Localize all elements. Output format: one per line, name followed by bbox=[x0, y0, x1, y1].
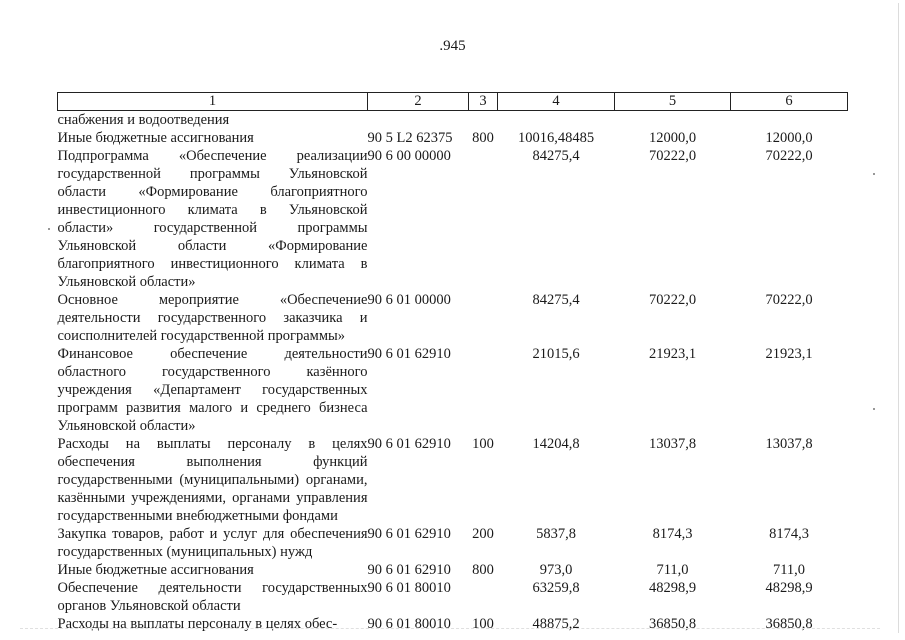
row-value-6: 13037,8 bbox=[765, 436, 813, 452]
row-value-5: 70222,0 bbox=[648, 148, 697, 164]
header-col-4: 4 bbox=[498, 93, 615, 111]
page-number: .945 bbox=[439, 38, 466, 54]
row-name: Иные бюджетные ассигнования bbox=[57, 130, 254, 146]
row-vr: 200 bbox=[472, 526, 494, 542]
row-value-5: 36850,8 bbox=[648, 616, 697, 632]
row-code bbox=[368, 111, 469, 130]
scan-speck bbox=[873, 173, 875, 175]
row-value-4: 14204,8 bbox=[532, 436, 580, 452]
row-vr bbox=[469, 345, 498, 435]
header-col-1: 1 bbox=[58, 93, 368, 111]
row-value-5: 48298,9 bbox=[648, 580, 697, 596]
header-col-6: 6 bbox=[731, 93, 848, 111]
table-row bbox=[58, 615, 848, 633]
row-value-4: 63259,8 bbox=[532, 580, 580, 596]
row-vr: 800 bbox=[472, 562, 494, 578]
row-vr bbox=[469, 291, 498, 345]
scan-bottom-edge bbox=[20, 628, 880, 630]
table-row bbox=[58, 525, 848, 561]
row-code: 90 6 01 62910 bbox=[367, 436, 451, 452]
table-row bbox=[58, 435, 848, 525]
table-row bbox=[58, 147, 848, 291]
row-name: Основное мероприятие «Обеспечение деятельности государственного заказчика и соисполнителей государственной программы» bbox=[57, 292, 368, 344]
row-name: Финансовое обеспечение деятельности областного государственного казённого учреждения «Департамент государственных программ развития малого и среднего бизнеса Ульяновской области» bbox=[57, 346, 368, 434]
row-value-5: 13037,8 bbox=[648, 436, 697, 452]
row-vr: 800 bbox=[472, 130, 494, 146]
table-row bbox=[58, 111, 848, 130]
row-value-6: 12000,0 bbox=[765, 130, 813, 146]
row-value-6: 36850,8 bbox=[765, 616, 813, 632]
row-value-6: 70222,0 bbox=[765, 148, 813, 164]
table-row bbox=[58, 561, 848, 579]
row-value-4 bbox=[498, 111, 615, 130]
table-row bbox=[58, 129, 848, 147]
row-vr bbox=[469, 111, 498, 130]
row-vr bbox=[469, 147, 498, 291]
scan-speck bbox=[873, 408, 875, 410]
row-value-4: 21015,6 bbox=[532, 346, 580, 362]
row-value-6: 8174,3 bbox=[769, 526, 809, 542]
row-code: 90 5 L2 62375 bbox=[367, 130, 453, 146]
row-value-6: 48298,9 bbox=[765, 580, 813, 596]
row-code: 90 6 01 80010 bbox=[367, 580, 451, 596]
row-name: Закупка товаров, работ и услуг для обеспечения государственных (муниципальных) нужд bbox=[57, 526, 368, 560]
row-code: 90 6 01 62910 bbox=[367, 562, 451, 578]
row-value-4: 973,0 bbox=[539, 562, 573, 578]
row-value-5: 8174,3 bbox=[652, 526, 693, 542]
row-name: снабжения и водоотведения bbox=[57, 112, 230, 128]
row-value-4: 84275,4 bbox=[532, 292, 580, 308]
row-name: Иные бюджетные ассигнования bbox=[57, 562, 254, 578]
table-row bbox=[58, 345, 848, 435]
row-name: Обеспечение деятельности государственных органов Ульяновской области bbox=[57, 580, 368, 614]
table-row bbox=[58, 291, 848, 345]
row-vr bbox=[469, 579, 498, 615]
row-code: 90 6 01 80010 bbox=[367, 616, 451, 632]
row-value-6: 21923,1 bbox=[765, 346, 813, 362]
budget-table bbox=[57, 92, 848, 633]
row-code: 90 6 01 62910 bbox=[367, 526, 451, 542]
row-value-4: 84275,4 bbox=[532, 148, 580, 164]
row-value-6 bbox=[731, 111, 848, 130]
row-vr: 100 bbox=[472, 616, 494, 632]
scan-speck bbox=[48, 228, 50, 230]
row-code: 90 6 01 00000 bbox=[367, 292, 451, 308]
row-name: Расходы на выплаты персоналу в целях обеспечения выполнения функций государственными (муниципальными) органами, казёнными учреждениями, органами управления государственными внебюджетными фондами bbox=[57, 436, 368, 524]
row-value-4: 48875,2 bbox=[532, 616, 580, 632]
row-value-5 bbox=[615, 111, 731, 130]
header-col-3: 3 bbox=[469, 93, 498, 111]
row-name: Расходы на выплаты персоналу в целях обес- bbox=[57, 616, 338, 632]
row-value-5: 711,0 bbox=[656, 562, 689, 578]
row-vr: 100 bbox=[472, 436, 494, 452]
row-code: 90 6 01 62910 bbox=[367, 346, 451, 362]
table-header-row bbox=[58, 93, 848, 111]
row-value-4: 10016,48485 bbox=[517, 130, 595, 146]
row-value-6: 711,0 bbox=[772, 562, 806, 578]
table-row bbox=[58, 579, 848, 615]
row-value-4: 5837,8 bbox=[536, 526, 576, 542]
header-col-2: 2 bbox=[368, 93, 469, 111]
row-code: 90 6 00 00000 bbox=[367, 148, 451, 164]
row-name: Подпрограмма «Обеспечение реализации государственной программы Ульяновской области «Формирование благоприятного инвестиционного климата в Ульяновской области» государственной программы Ульяновской области «Формирование благоприятного инвестиционного климата в Ульяновской области» bbox=[57, 148, 368, 290]
row-value-5: 12000,0 bbox=[648, 130, 697, 146]
row-value-6: 70222,0 bbox=[765, 292, 813, 308]
row-value-5: 70222,0 bbox=[648, 292, 697, 308]
header-col-5: 5 bbox=[615, 93, 731, 111]
scan-edge-line bbox=[898, 3, 899, 633]
row-value-5: 21923,1 bbox=[648, 346, 697, 362]
